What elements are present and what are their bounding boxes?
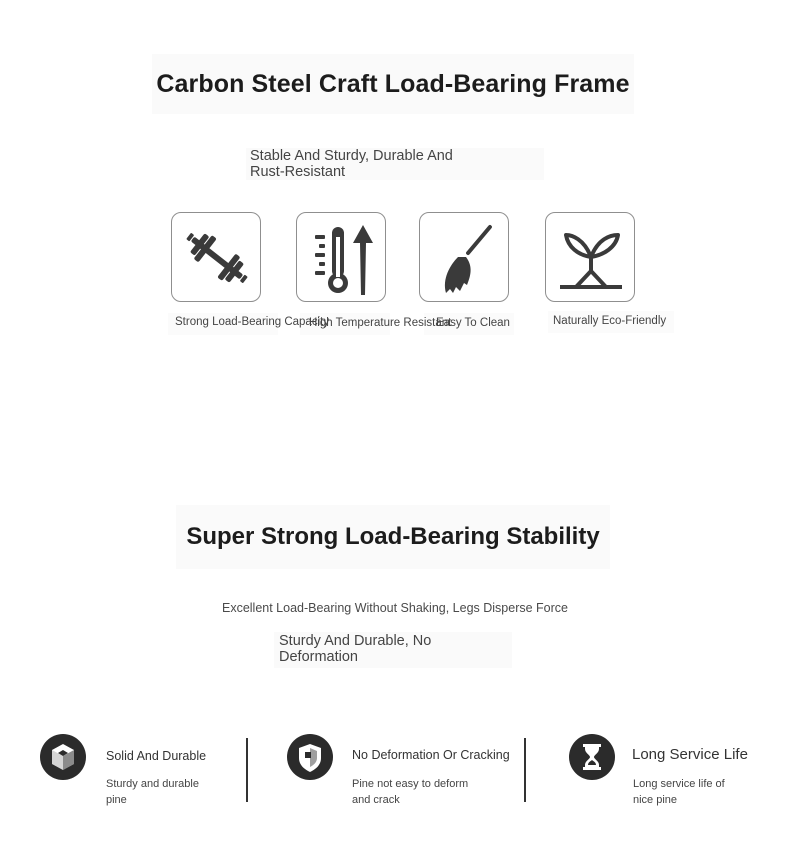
benefit-title-no-deformation: No Deformation Or Cracking [352,748,510,762]
dumbbell-icon [172,213,262,303]
section1-subtitle-box [246,148,544,180]
feature-card-load-bearing [171,212,261,302]
broom-icon [420,213,510,303]
feature-label-load-bearing: Strong Load-Bearing Capacity [175,316,330,328]
benefit-circle-solid [40,734,86,780]
section1-subtitle: Stable And Sturdy, Durable And Rust-Resistant [250,148,453,180]
feature-label-high-temp: High Temperature Resistant [309,317,452,329]
divider [524,738,526,802]
divider [246,738,248,802]
section1-title: Carbon Steel Craft Load-Bearing Frame [152,54,634,114]
shield-icon [287,734,333,780]
sprout-icon [546,213,636,303]
feature-card-high-temp [296,212,386,302]
benefit-desc-solid: Sturdy and durable pine [106,778,199,806]
benefit-desc-long-life: Long service life of nice pine [633,778,725,806]
feature-label-easy-clean: Easy To Clean [436,317,510,329]
thermometer-icon [297,213,387,303]
section2-subtitle: Sturdy And Durable, No Deformation [279,633,432,665]
benefit-title-long-life: Long Service Life [632,746,748,763]
feature-card-easy-clean [419,212,509,302]
benefit-circle-long-life [569,734,615,780]
section2-subtitle-line: Excellent Load-Bearing Without Shaking, Legs Disperse Force [221,601,568,615]
benefit-desc-no-deformation: Pine not easy to deform and crack [352,778,469,806]
hourglass-icon [569,734,615,780]
benefit-title-solid: Solid And Durable [106,749,207,763]
feature-card-eco [545,212,635,302]
section2-title: Super Strong Load-Bearing Stability [176,505,610,569]
section2-subtitle-box [274,632,512,668]
benefit-circle-no-deformation [287,734,333,780]
feature-label-eco: Naturally Eco-Friendly [553,315,667,327]
cube-icon [40,734,86,780]
